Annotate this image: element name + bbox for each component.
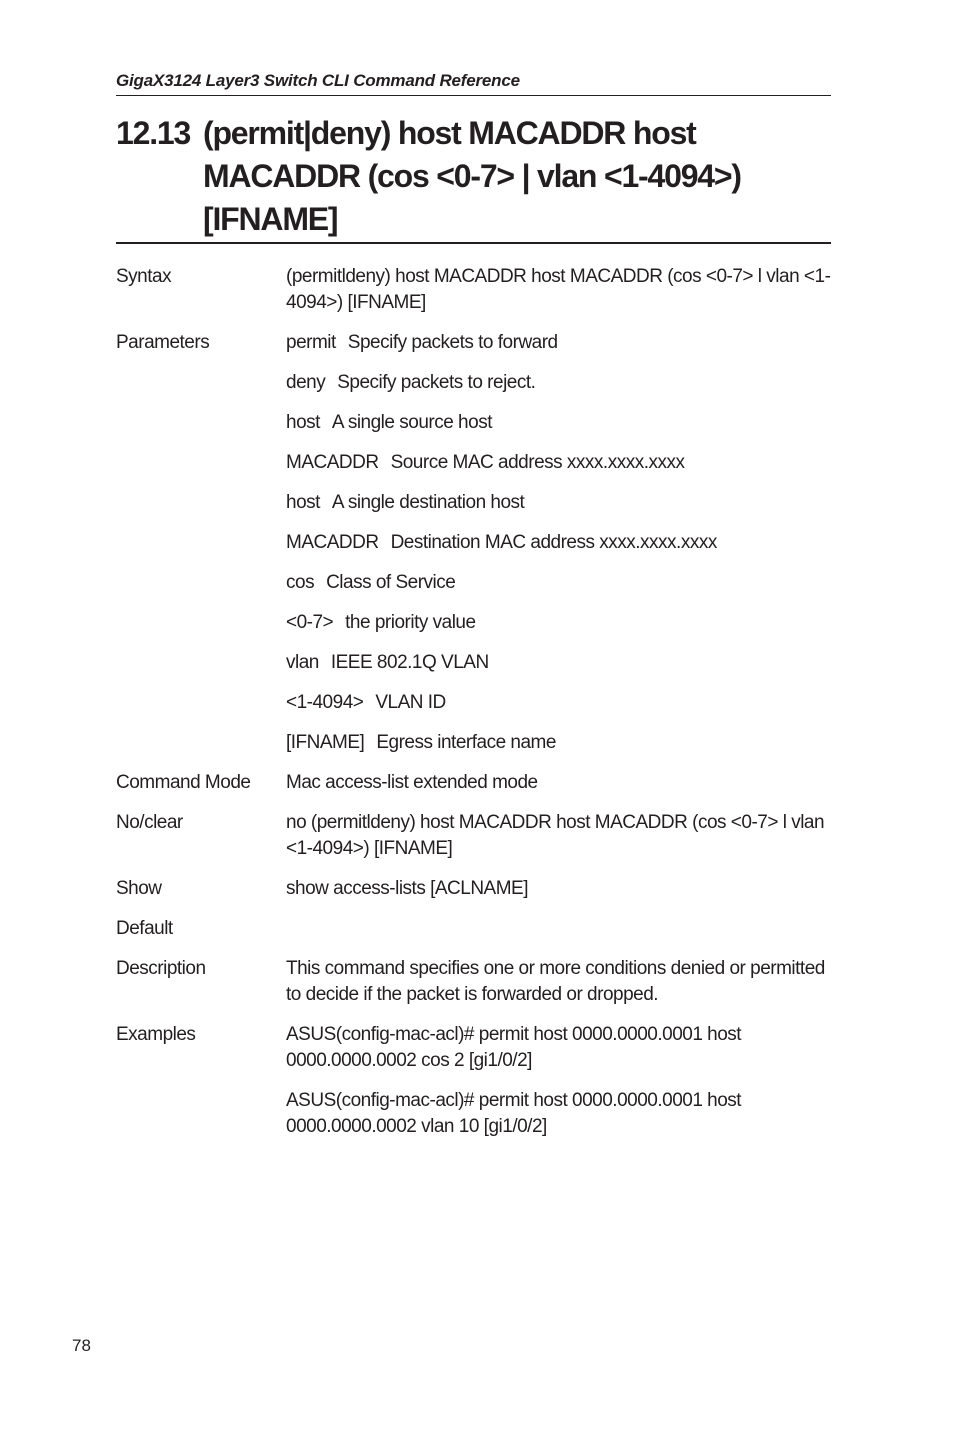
parameter-desc: A single destination host — [331, 492, 525, 513]
parameter-desc: Class of Service — [326, 572, 456, 593]
parameter-item — [286, 730, 831, 756]
default-label: Default — [116, 918, 173, 939]
examples-label: Examples — [116, 1024, 196, 1045]
running-header: GigaX3124 Layer3 Switch CLI Command Reference — [116, 71, 520, 90]
parameter-term: deny — [286, 372, 326, 393]
parameter-item — [286, 370, 831, 396]
header-rule — [116, 95, 831, 96]
examples-row — [116, 1022, 831, 1140]
example-item: ASUS(config-mac-acl)# permit host 0000.0000.0001 host 0000.0000.0002 cos 2 [gi1/0/2] — [286, 1024, 742, 1071]
parameter-item — [286, 330, 831, 356]
show-row — [116, 876, 831, 902]
parameter-desc: Specify packets to reject. — [337, 372, 536, 393]
parameter-term: permit — [286, 332, 336, 353]
syntax-label: Syntax — [116, 266, 172, 287]
parameter-term: host — [286, 492, 320, 513]
parameter-term: MACADDR — [286, 452, 379, 473]
description-value: This command specifies one or more conditions denied or permitted to decide if the packet is forwarded or dropped. — [286, 958, 825, 1005]
command-details — [116, 264, 831, 1154]
parameter-item — [286, 570, 831, 596]
parameter-item — [286, 450, 831, 476]
parameters-list — [286, 330, 831, 756]
parameter-term: host — [286, 412, 320, 433]
description-row — [116, 956, 831, 1008]
parameter-term: cos — [286, 572, 315, 593]
no-clear-row — [116, 810, 831, 862]
parameter-desc: VLAN ID — [375, 692, 446, 713]
syntax-value: (permitldeny) host MACADDR host MACADDR (cos <0-7> l vlan <1-4094>) [IFNAME] — [286, 266, 831, 313]
section-title: (permit|deny) host MACADDR host MACADDR (cos <0-7> | vlan <1-4094>) [IFNAME] — [203, 115, 741, 237]
parameter-item — [286, 490, 831, 516]
show-value: show access-lists [ACLNAME] — [286, 878, 529, 899]
parameter-item — [286, 410, 831, 436]
parameter-term: MACADDR — [286, 532, 379, 553]
parameter-term: <0-7> — [286, 612, 334, 633]
parameter-desc: Specify packets to forward — [347, 332, 558, 353]
examples-list — [286, 1022, 831, 1140]
no-clear-label: No/clear — [116, 812, 183, 833]
parameters-label: Parameters — [116, 332, 210, 353]
show-label: Show — [116, 878, 162, 899]
parameter-item — [286, 650, 831, 676]
no-clear-value: no (permitldeny) host MACADDR host MACADDR (cos <0-7> l vlan <1-4094>) [IFNAME] — [286, 812, 825, 859]
parameter-desc: Source MAC address xxxx.xxxx.xxxx — [390, 452, 685, 473]
parameter-term: <1-4094> — [286, 692, 364, 713]
parameter-item — [286, 610, 831, 636]
example-item: ASUS(config-mac-acl)# permit host 0000.0000.0001 host 0000.0000.0002 vlan 10 [gi1/0/2] — [286, 1090, 742, 1137]
page-number: 78 — [72, 1336, 91, 1355]
parameters-row — [116, 330, 831, 756]
syntax-row — [116, 264, 831, 316]
default-row — [116, 916, 831, 942]
parameter-desc: Egress interface name — [376, 732, 556, 753]
heading-rule — [116, 242, 831, 244]
command-mode-row — [116, 770, 831, 796]
parameter-desc: A single source host — [331, 412, 492, 433]
parameter-term: vlan — [286, 652, 319, 673]
description-label: Description — [116, 958, 206, 979]
parameter-term: [IFNAME] — [286, 732, 365, 753]
section-number: 12.13 — [116, 115, 191, 151]
command-mode-label: Command Mode — [116, 772, 251, 793]
parameter-desc: Destination MAC address xxxx.xxxx.xxxx — [390, 532, 717, 553]
default-value — [286, 916, 831, 942]
parameter-item — [286, 530, 831, 556]
parameter-desc: the priority value — [345, 612, 476, 633]
command-mode-value: Mac access-list extended mode — [286, 772, 538, 793]
parameter-desc: IEEE 802.1Q VLAN — [330, 652, 489, 673]
parameter-item — [286, 690, 831, 716]
